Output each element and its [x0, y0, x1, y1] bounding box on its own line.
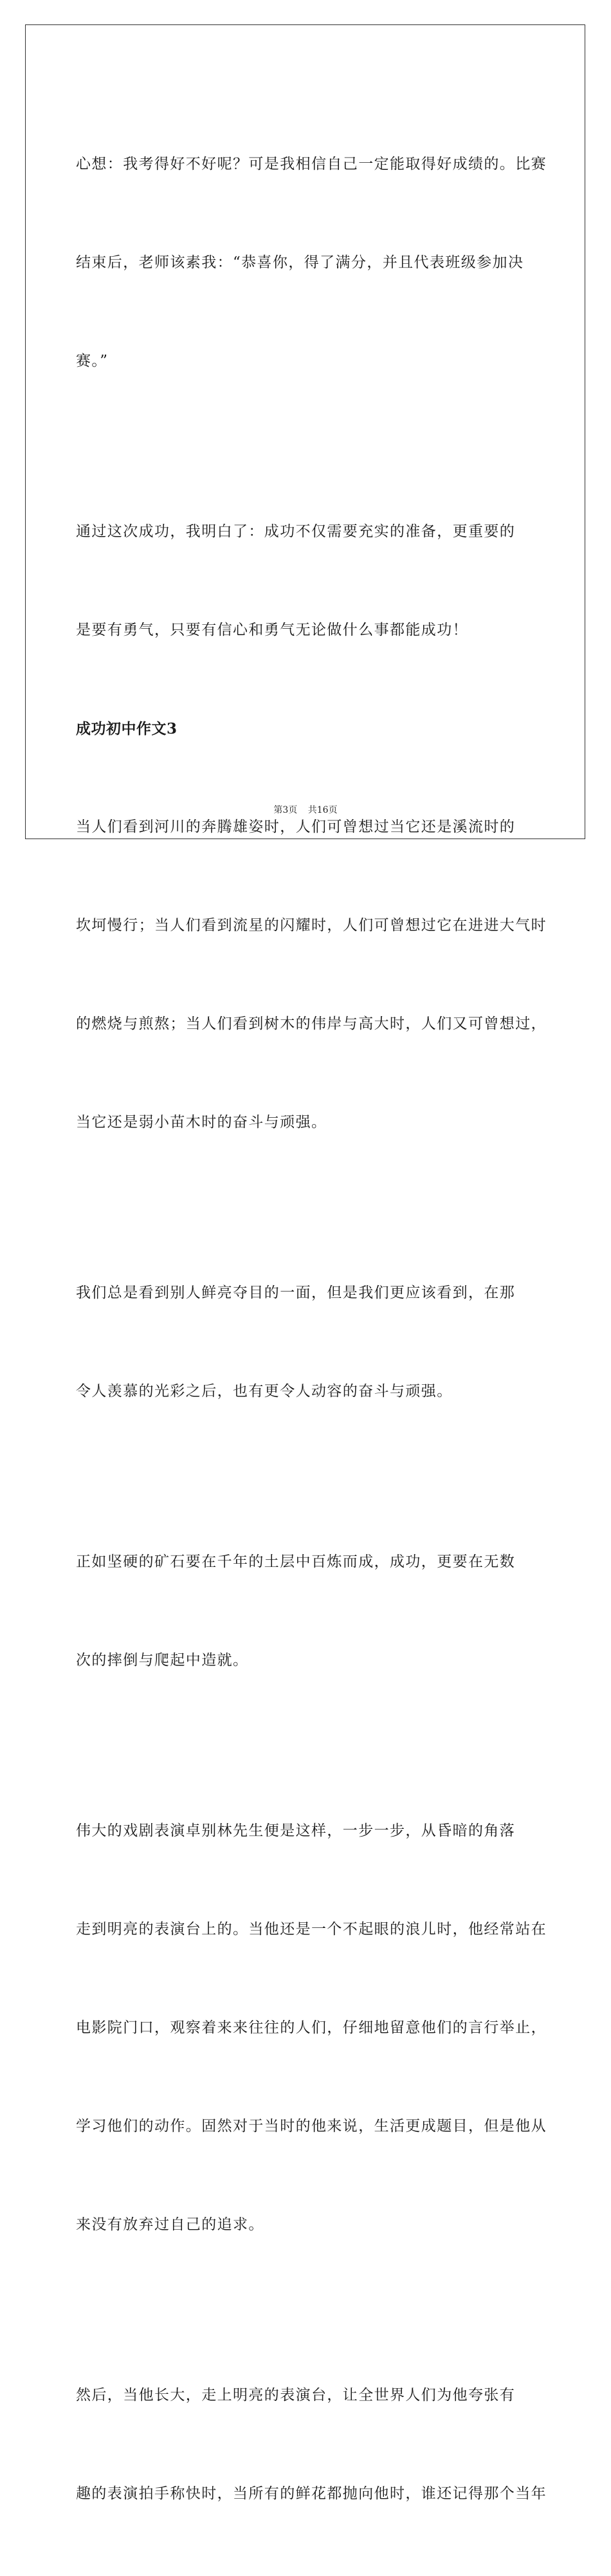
text-line: 结束后，老师该素我：“恭喜你，得了满分，并且代表班级参加决 — [76, 254, 524, 271]
text-line: 次的摔倒与爬起中造就。 — [76, 1652, 249, 1669]
paragraph — [76, 450, 535, 712]
text-line: 令人羡慕的光彩之后，也有更令人动容的奋斗与顽强。 — [76, 1383, 453, 1400]
text-line: 赛。” — [76, 353, 109, 369]
text-line: 坎坷慢行；当人们看到流星的闪耀时，人们可曾想过它在进进大气时 — [76, 917, 547, 934]
paragraph — [76, 1480, 535, 1743]
paragraph — [76, 2313, 547, 2576]
text-line: 电影院门口，观察着来来往往的人们，仔细地留意他们的言行举止， — [76, 2019, 547, 2036]
text-line: 正如坚硬的矿石要在千年的土层中百炼而成，成功，更要在无数 — [76, 1553, 516, 1570]
essay-heading: 成功初中作文3 — [76, 720, 178, 737]
page-footer — [0, 803, 611, 816]
paragraph — [76, 1211, 535, 1474]
text-line: 然后，当他长大，走上明亮的表演台，让全世界人们为他夸张有 — [76, 2387, 516, 2404]
text-line: 走到明亮的表演台上的。当他还是一个不起眼的浪儿时，他经常站在 — [76, 1921, 547, 1938]
text-line: 当人们看到河川的奔腾雄姿时，人们可曾想过当它还是溪流时的 — [76, 819, 516, 835]
text-line: 是要有勇气，只要有信心和勇气无论做什么事都能成功！ — [76, 622, 468, 638]
paragraph — [76, 82, 547, 443]
text-line: 来没有放弃过自己的追求。 — [76, 2216, 264, 2233]
text-line: 心想：我考得好不好呢？可是我相信自己一定能取得好成绩的。比赛 — [76, 156, 547, 172]
text-line: 趣的表演拍手称快时，当所有的鲜花都抛向他时，谁还记得那个当年 — [76, 2485, 547, 2502]
text-line: 的燃烧与煎熬；当人们看到树木的伟岸与高大时，人们又可曾想过， — [76, 1015, 547, 1032]
page-total: 共16页 — [307, 805, 338, 815]
paragraph — [76, 1749, 547, 2307]
document-body — [76, 82, 547, 2576]
text-line: 当它还是弱小苗木时的奋斗与顽强。 — [76, 1114, 327, 1131]
text-line: 学习他们的动作。固然对于当时的他来说，生活更成题目，但是他从 — [76, 2118, 547, 2135]
text-line: 伟大的戏剧表演卓别林先生便是这样，一步一步，从昏暗的角落 — [76, 1822, 516, 1839]
text-line: 我们总是看到别人鲜亮夺目的一面，但是我们更应该看到，在那 — [76, 1284, 516, 1301]
page-number: 第3页 — [273, 805, 298, 815]
text-line: 通过这次成功，我明白了：成功不仅需要充实的准备，更重要的 — [76, 523, 516, 540]
